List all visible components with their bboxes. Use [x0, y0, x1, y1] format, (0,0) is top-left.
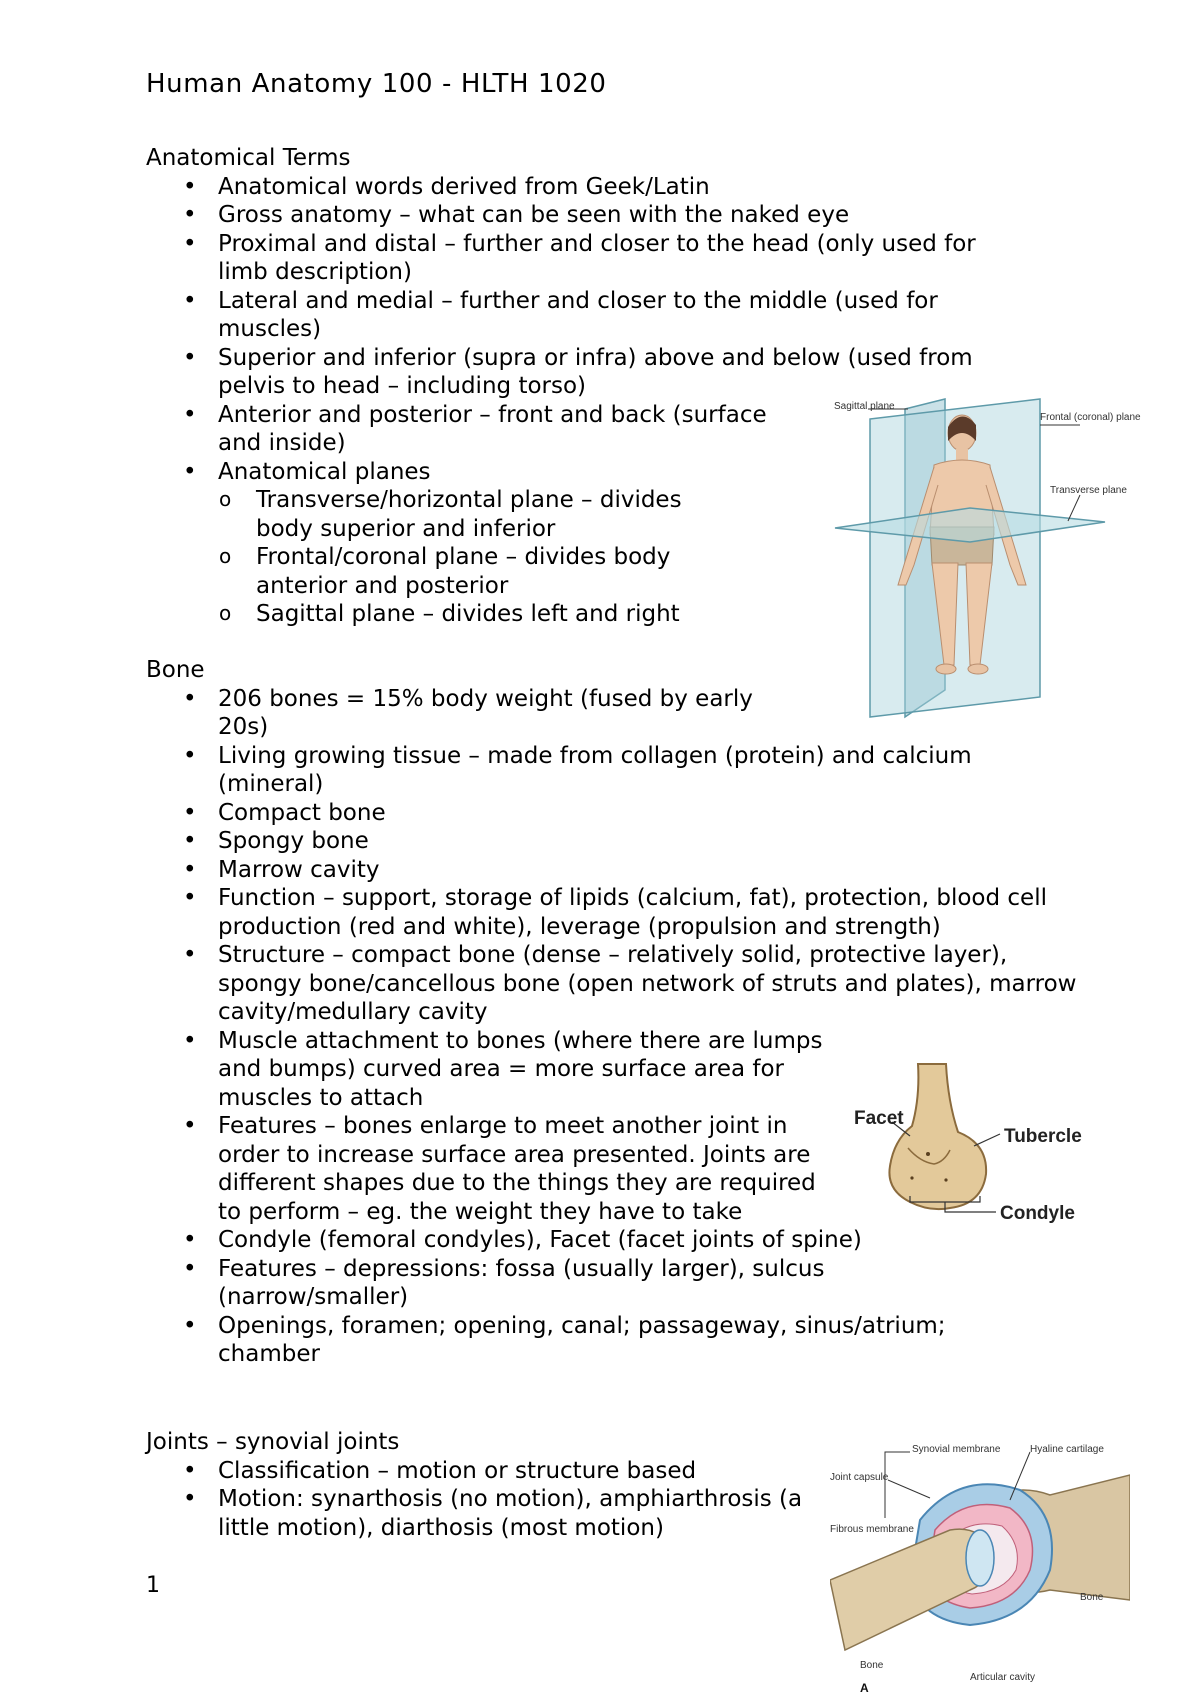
articular-cavity-label: Articular cavity — [970, 1672, 1036, 1683]
tubercle-label: Tubercle — [1004, 1126, 1082, 1147]
page-number: 1 — [146, 1573, 160, 1598]
hyaline-cartilage-label: Hyaline cartilage — [1030, 1444, 1104, 1455]
facet-label: Facet — [854, 1108, 904, 1129]
list-item: • Living growing tissue – made from collagen (protein) and calcium (mineral) — [146, 742, 1018, 799]
bone-label-right: Bone — [1080, 1592, 1104, 1603]
synovial-membrane-label: Synovial membrane — [912, 1444, 1001, 1455]
list-item: • Function – support, storage of lipids (calcium, fat), protection, blood cell production (red and white), leverage (propulsion and strength) — [146, 884, 1078, 941]
joint-illustration — [830, 1475, 1130, 1650]
bullet-list — [146, 1457, 806, 1543]
list-item: • Openings, foramen; opening, canal; passageway, sinus/atrium; chamber — [146, 1312, 998, 1369]
bullet-list — [146, 685, 1076, 1369]
bone-features-figure — [850, 1062, 1090, 1237]
sub-list-item: o Frontal/coronal plane – divides body anterior and posterior — [183, 543, 693, 600]
list-item: • Lateral and medial – further and closer to the middle (used for muscles) — [146, 287, 938, 344]
list-item: • Muscle attachment to bones (where there are lumps and bumps) curved area = more surface area for muscles to attach — [146, 1027, 838, 1113]
list-item: • Anatomical planes — [146, 458, 1046, 487]
document-title: Human Anatomy 100 - HLTH 1020 — [146, 69, 607, 99]
section-heading: Joints – synovial joints — [146, 1429, 400, 1455]
list-item: • Classification – motion or structure based — [146, 1457, 806, 1486]
section-heading: Bone — [146, 657, 205, 683]
list-item: • Features – bones enlarge to meet another joint in order to increase surface area presented. Joints are different shapes due to the things they are required to perform – eg. the weight they have to take — [146, 1112, 838, 1226]
list-item: • Anatomical words derived from Geek/Latin — [146, 173, 1046, 202]
list-item: • Spongy bone — [146, 827, 1076, 856]
list-item: • Proximal and distal – further and closer to the head (only used for limb description) — [146, 230, 978, 287]
sagittal-plane-label: Sagittal plane — [834, 401, 895, 412]
transverse-plane-label: Transverse plane — [1050, 485, 1127, 496]
section-joints — [146, 1428, 806, 1542]
list-item: • Anterior and posterior – front and back (surface and inside) — [146, 401, 768, 458]
list-item: • Features – depressions: fossa (usually larger), sulcus (narrow/smaller) — [146, 1255, 918, 1312]
list-item: • 206 bones = 15% body weight (fused by early 20s) — [146, 685, 778, 742]
list-item: • Superior and inferior (supra or infra) above and below (used from pelvis to head – including torso) — [146, 344, 998, 401]
joint-capsule-label: Joint capsule — [830, 1472, 889, 1483]
list-item: • Compact bone — [146, 799, 1076, 828]
list-item: • Gross anatomy – what can be seen with the naked eye — [146, 201, 1046, 230]
list-item: • Condyle (femoral condyles), Facet (facet joints of spine) — [146, 1226, 1076, 1255]
bone-label-left: Bone — [860, 1660, 884, 1671]
bone-end-illustration — [889, 1064, 986, 1209]
frontal-plane-label: Frontal (coronal) plane — [1040, 412, 1141, 423]
list-item: • Motion: synarthosis (no motion), amphiarthrosis (a little motion), diarthosis (most motion) — [146, 1485, 818, 1542]
condyle-label: Condyle — [1000, 1203, 1075, 1224]
panel-label: A — [860, 1681, 869, 1695]
sub-list — [183, 486, 693, 629]
sub-list-item: o Transverse/horizontal plane – divides body superior and inferior — [183, 486, 693, 543]
list-item: • Structure – compact bone (dense – relatively solid, protective layer), spongy bone/cancellous bone (open network of struts and plates), marrow cavity/medullary cavity — [146, 941, 1078, 1027]
fibrous-membrane-label: Fibrous membrane — [830, 1524, 914, 1535]
synovial-joint-figure — [830, 1440, 1130, 1695]
section-bone — [146, 656, 1076, 1369]
sub-list-item: o Sagittal plane – divides left and right — [183, 600, 693, 629]
anatomical-planes-figure — [830, 395, 1150, 720]
list-item: • Marrow cavity — [146, 856, 1076, 885]
section-heading: Anatomical Terms — [146, 145, 351, 171]
